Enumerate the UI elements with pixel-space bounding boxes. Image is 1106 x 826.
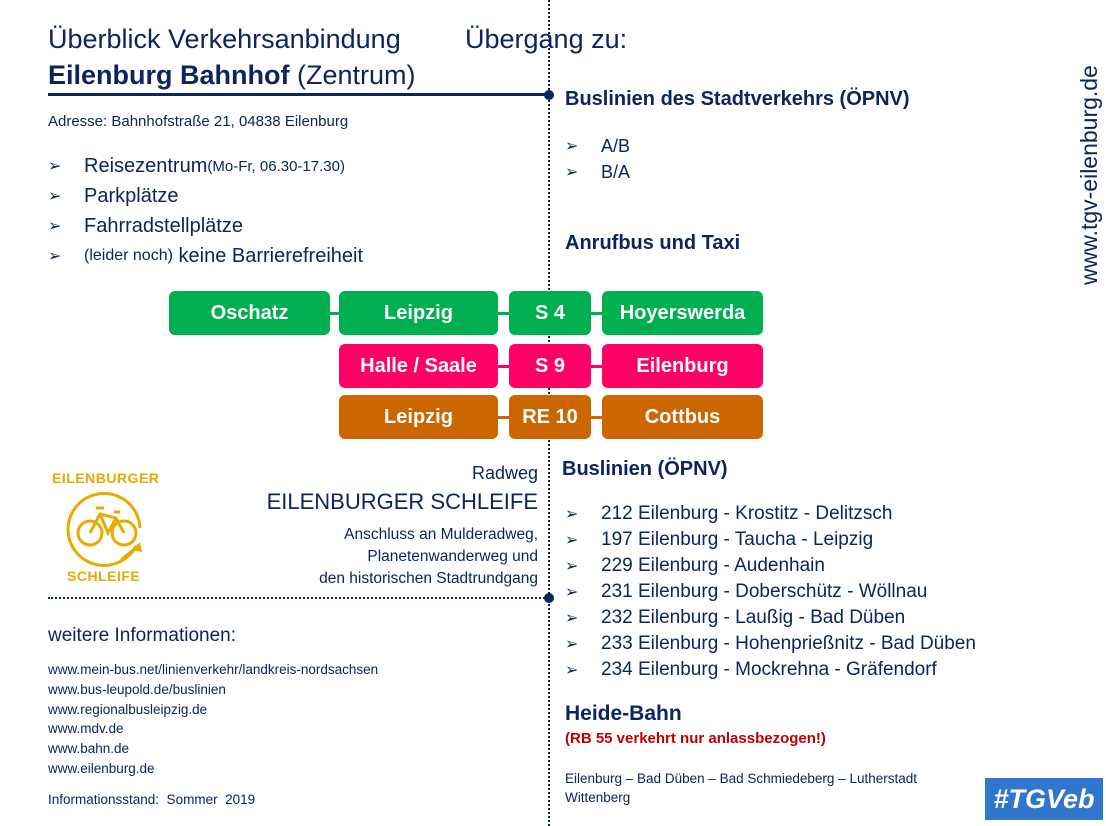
radweg-description: Anschluss an Mulderadweg, Planetenwanderweg und den historischen Stadtrundgang: [319, 526, 538, 587]
s9-stop-halle: Halle / Saale: [339, 344, 498, 388]
list-item: ➢ A/B: [565, 135, 631, 156]
arrow-bullet-icon: ➢: [565, 662, 579, 679]
arrow-bullet-icon: ➢: [48, 188, 62, 205]
header-underline: [48, 93, 548, 96]
on-demand-heading: Anrufbus und Taxi: [565, 232, 741, 254]
page-title: Überblick Verkehrsanbindung: [48, 24, 401, 54]
station-name-bold: Eilenburg Bahnhof: [48, 60, 290, 90]
hashtag-badge: #TGVeb: [985, 778, 1103, 820]
list-item: ➢ (leider noch) keine Barrierefreiheit: [48, 244, 364, 267]
list-item: ➢ 212 Eilenburg - Krostitz - Delitzsch: [565, 503, 893, 524]
facilities-list: [48, 151, 363, 271]
junction-dot-top: [544, 90, 554, 100]
list-item: ➢ 231 Eilenburg - Doberschütz - Wöllnau: [565, 581, 928, 602]
list-item: ➢ 232 Eilenburg - Laußig - Bad Düben: [565, 607, 906, 628]
website-vertical: www.tgv-eilenburg.de: [1076, 65, 1102, 285]
list-item: ➢ 234 Eilenburg - Mockrehna - Gräfendorf: [565, 659, 937, 680]
s9-destination: Eilenburg: [602, 344, 763, 388]
arrow-bullet-icon: ➢: [48, 218, 62, 235]
s4-stop-leipzig: Leipzig: [339, 291, 498, 335]
arrow-bullet-icon: ➢: [565, 636, 579, 653]
arrow-bullet-icon: ➢: [565, 584, 579, 601]
s9-line-badge: S 9: [509, 344, 591, 388]
junction-dot-bottom: [544, 593, 554, 603]
info-link[interactable]: www.bus-leupold.de/buslinien: [48, 681, 226, 697]
s4-destination: Hoyerswerda: [602, 291, 763, 335]
arrow-bullet-icon: ➢: [565, 558, 579, 575]
bicycle-loop-icon: [66, 488, 150, 568]
list-item: ➢ 233 Eilenburg - Hohenprießnitz - Bad Düben: [565, 633, 976, 654]
info-link[interactable]: www.mdv.de: [48, 721, 124, 737]
info-link[interactable]: www.bahn.de: [48, 741, 130, 757]
arrow-bullet-icon: ➢: [565, 506, 579, 523]
list-item: ➢ 197 Eilenburg - Taucha - Leipzig: [565, 529, 874, 550]
re10-stop-leipzig: Leipzig: [339, 395, 498, 439]
regional-bus-list: [565, 501, 976, 683]
info-link[interactable]: www.regionalbusleipzig.de: [48, 701, 208, 717]
list-item: ➢ Fahrradstellplätze: [48, 214, 243, 237]
list-item: ➢ Reisezentrum (Mo-Fr, 06.30-17.30): [48, 154, 345, 177]
list-item: ➢ 229 Eilenburg - Audenhain: [565, 555, 825, 576]
logo-text-top: EILENBURGER: [52, 470, 160, 486]
station-name: [48, 60, 416, 91]
re10-destination: Cottbus: [602, 395, 763, 439]
city-bus-heading: Buslinien des Stadtverkehrs (ÖPNV): [565, 88, 910, 110]
heide-bahn-heading: Heide-Bahn: [565, 702, 682, 725]
station-name-suffix: (Zentrum): [289, 60, 416, 90]
s4-line-badge: S 4: [509, 291, 591, 335]
list-item: ➢ B/A: [565, 161, 631, 182]
arrow-bullet-icon: ➢: [565, 610, 579, 627]
dotted-divider: [48, 597, 548, 599]
transfer-heading: Übergang zu:: [465, 24, 628, 54]
arrow-bullet-icon: ➢: [48, 248, 62, 265]
arrow-bullet-icon: ➢: [48, 158, 62, 175]
more-info-heading: weitere Informationen:: [48, 625, 236, 646]
re10-line-badge: RE 10: [509, 395, 591, 439]
info-link[interactable]: www.mein-bus.net/linienverkehr/landkreis-nordsachsen: [48, 662, 379, 677]
logo-text-bottom: SCHLEIFE: [67, 568, 141, 584]
radweg-label: Radweg: [471, 463, 538, 483]
regional-bus-heading: Buslinien (ÖPNV): [562, 458, 728, 480]
heide-bahn-warning: (RB 55 verkehrt nur anlassbezogen!): [565, 730, 826, 747]
address: Adresse: Bahnhofstraße 21, 04838 Eilenburg: [48, 113, 349, 130]
arrow-bullet-icon: ➢: [565, 532, 579, 549]
heide-bahn-route: Eilenburg – Bad Düben – Bad Schmiedeberg – Lutherstadt Wittenberg: [565, 771, 917, 805]
list-item: ➢ Parkplätze: [48, 184, 179, 207]
s4-stop-oschatz: Oschatz: [169, 291, 330, 335]
arrow-bullet-icon: ➢: [565, 164, 579, 181]
more-info-links: [48, 660, 378, 779]
city-bus-list: [565, 133, 630, 185]
arrow-bullet-icon: ➢: [565, 138, 579, 155]
info-link[interactable]: www.eilenburg.de: [48, 760, 155, 776]
info-status: Informationsstand: Sommer 2019: [48, 792, 256, 807]
radweg-name: EILENBURGER SCHLEIFE: [266, 489, 538, 514]
